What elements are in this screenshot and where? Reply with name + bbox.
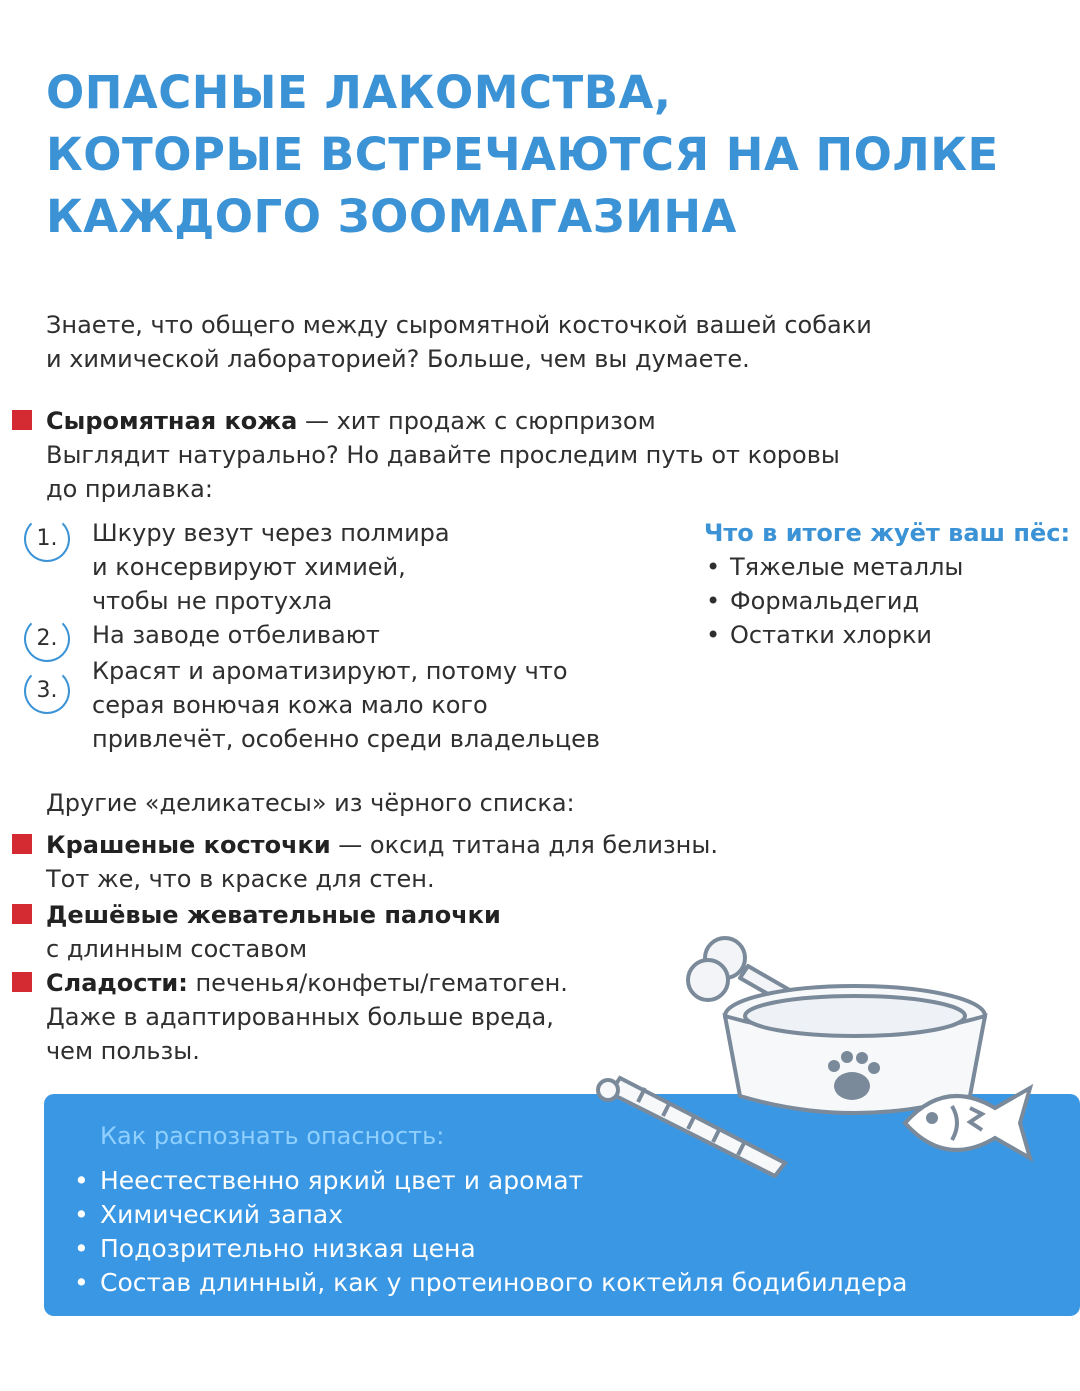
rawhide-heading bbox=[46, 404, 1006, 438]
item-bold: Дешёвые жевательные палочки bbox=[46, 901, 501, 929]
item-line: чем пользы. bbox=[46, 1037, 200, 1065]
box-heading: Как распознать опасность: bbox=[100, 1122, 445, 1150]
step-number: 2. bbox=[24, 616, 70, 662]
box-item: • Неестественно яркий цвет и аромат bbox=[72, 1164, 908, 1198]
page-title bbox=[46, 62, 1056, 248]
title-line: КАЖДОГО ЗООМАГАЗИНА bbox=[46, 190, 737, 243]
intro-line: и химической лабораторией? Больше, чем вы думаете. bbox=[46, 345, 750, 373]
red-square-bullet bbox=[12, 834, 32, 854]
step-line: серая вонючая кожа мало кого bbox=[92, 691, 488, 719]
intro-paragraph bbox=[46, 308, 1006, 376]
step-line: Красят и ароматизируют, потому что bbox=[92, 657, 568, 685]
step-number: 1. bbox=[24, 516, 70, 562]
title-line: КОТОРЫЕ ВСТРЕЧАЮТСЯ НА ПОЛКЕ bbox=[46, 128, 999, 181]
step-line: привлечёт, особенно среди владельцев bbox=[92, 725, 601, 753]
red-square-bullet bbox=[12, 904, 32, 924]
item-line: Тот же, что в краске для стен. bbox=[46, 865, 435, 893]
rawhide-line: до прилавка: bbox=[46, 475, 213, 503]
item-line: с длинным составом bbox=[46, 935, 308, 963]
step-line: чтобы не протухла bbox=[92, 587, 333, 615]
aside-list bbox=[704, 550, 1080, 652]
aside-item: • Формальдегид bbox=[704, 584, 1080, 618]
step-text bbox=[92, 654, 692, 756]
rawhide-heading-bold: Сыромятная кожа bbox=[46, 407, 298, 435]
box-item: • Подозрительно низкая цена bbox=[72, 1232, 908, 1266]
box-item: • Химический запах bbox=[72, 1198, 908, 1232]
step-line: Шкуру везут через полмира bbox=[92, 519, 450, 547]
rawhide-section bbox=[46, 404, 1006, 506]
rawhide-line: Выглядит натурально? Но давайте проследим путь от коровы bbox=[46, 441, 840, 469]
step-line: и консервируют химией, bbox=[92, 553, 406, 581]
chew-contents-aside bbox=[704, 516, 1080, 652]
intro-line: Знаете, что общего между сыромятной косточкой вашей собаки bbox=[46, 311, 872, 339]
step-text bbox=[92, 618, 692, 652]
item-line: Даже в адаптированных больше вреда, bbox=[46, 1003, 554, 1031]
step-text bbox=[92, 516, 692, 618]
blacklist-intro: Другие «деликатесы» из чёрного списка: bbox=[46, 789, 575, 817]
aside-item: • Остатки хлорки bbox=[704, 618, 1080, 652]
blacklist-item-1 bbox=[46, 828, 846, 896]
item-bold: Сладости: bbox=[46, 969, 188, 997]
aside-heading: Что в итоге жуёт ваш пёс: bbox=[704, 519, 1071, 547]
title-line: ОПАСНЫЕ ЛАКОМСТВА, bbox=[46, 66, 672, 119]
step-line: На заводе отбеливают bbox=[92, 621, 380, 649]
red-square-bullet bbox=[12, 972, 32, 992]
aside-item: • Тяжелые металлы bbox=[704, 550, 1080, 584]
blacklist-item-2 bbox=[46, 898, 646, 966]
blacklist-item-3 bbox=[46, 966, 646, 1068]
box-item: • Состав длинный, как у протеинового коктейля бодибилдера bbox=[72, 1266, 908, 1300]
box-list bbox=[72, 1164, 908, 1300]
treats-illustration bbox=[590, 918, 1040, 1178]
item-bold: Крашеные косточки bbox=[46, 831, 331, 859]
step-number: 3. bbox=[24, 668, 70, 714]
item-rest: — оксид титана для белизны. bbox=[330, 831, 718, 859]
red-square-bullet bbox=[12, 410, 32, 430]
item-rest: печенья/конфеты/гематоген. bbox=[187, 969, 568, 997]
rawhide-heading-rest: — хит продаж с сюрпризом bbox=[297, 407, 656, 435]
